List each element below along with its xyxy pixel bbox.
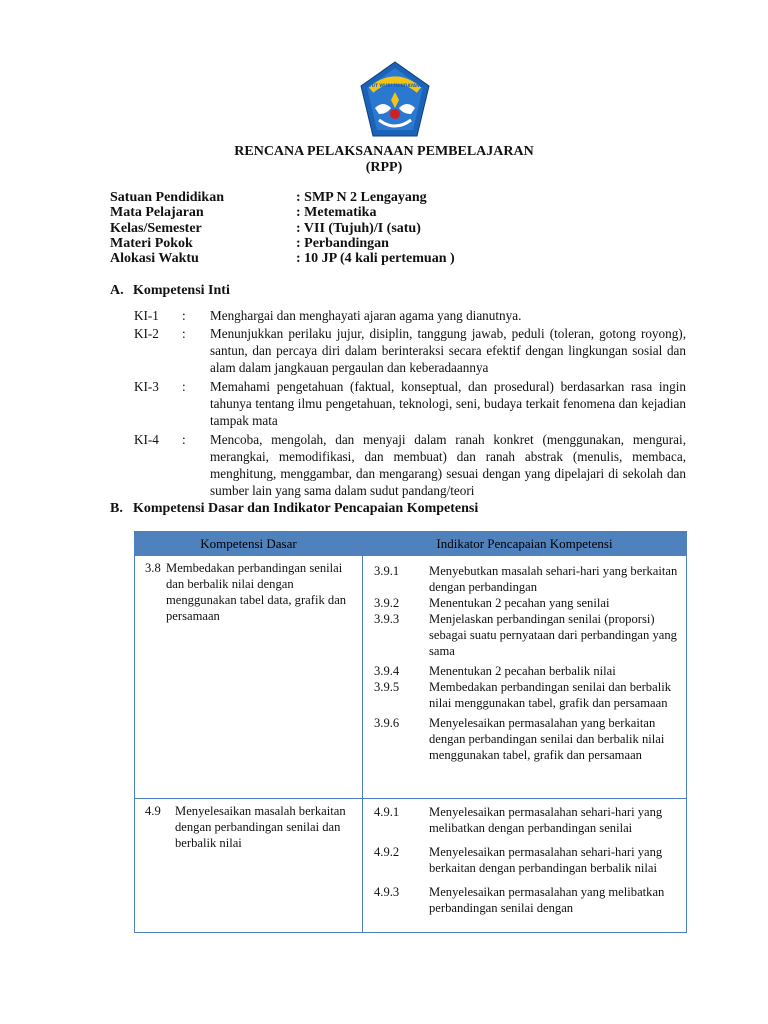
meta-key: Alokasi Waktu [110,251,199,267]
indicator-number: 3.9.4 [374,664,400,678]
kd-cell [135,556,363,799]
tut-wuri-handayani-logo [357,60,433,144]
document-subtitle: (RPP) [365,160,403,175]
ki-item [134,378,686,429]
ki-text: Menunjukkan perilaku jujur, disiplin, tanggung jawab, peduli (toleran, gotong royong), santun, dan percaya diri dalam berinteraksi secara efektif dengan lingkungan sosial dan alam dalam jangkauan pergaulan dan keberadaannya [210,326,686,375]
ki-code: KI-3 [134,379,159,394]
indicator-item [374,884,679,916]
indicator-item [374,679,679,711]
section-title: Kompetensi Dasar dan Indikator Pencapaian Kompetensi [133,501,479,516]
indicator-text: Menyelesaikan permasalahan sehari-hari yang berkaitan dengan perbandingan berbalik nilai [429,845,663,875]
kd-text-content: Membedakan perbandingan senilai dan berbalik nilai dengan menggunakan tabel data, grafik dan persamaan [166,561,347,623]
kompetensi-inti-list [134,307,686,499]
ipk-cell [363,556,687,799]
indicator-number: 3.9.5 [374,680,400,694]
ki-text: Memahami pengetahuan (faktual, konseptual, dan prosedural) berdasarkan rasa ingin tahunya tentang ilmu pengetahuan, teknologi, seni, budaya terkait fenomena dan kejadian tampak mata [210,379,686,428]
indicator-number: 3.9.2 [374,596,400,610]
ki-text: Menghargai dan menghayati ajaran agama yang dianutnya. [210,308,522,323]
kd-number: 3.8 [145,561,161,575]
indicator-number: 4.9.3 [374,885,400,899]
indicator-item [374,595,679,611]
ki-item [134,431,686,499]
ki-code: KI-1 [134,308,159,323]
section-letter: B. [110,501,123,516]
meta-value: : Perbandingan [296,235,389,251]
indicator-item [374,804,679,836]
ki-colon: : [182,308,186,323]
table-row [135,556,687,799]
meta-key: Mata Pelajaran [110,205,204,221]
indicator-item [374,611,679,659]
indicator-item [374,563,679,595]
column-header-ipk: Indikator Pencapaian Kompetensi [363,532,687,556]
section-letter: A. [110,283,124,298]
indicator-text: Menyelesaikan permasalahan yang berkaitan dengan perbandingan senilai dan berbalik nilai menggunakan tabel, grafik dan persamaan [429,716,665,762]
indicator-number: 4.9.1 [374,805,400,819]
meta-value: : 10 JP (4 kali pertemuan ) [296,251,455,267]
meta-value: : VII (Tujuh)/I (satu) [296,220,421,236]
section-title: Kompetensi Inti [133,283,230,298]
kd-text-content: Menyelesaikan masalah berkaitan dengan perbandingan senilai dan berbalik nilai [175,804,346,850]
logo-emblem-icon [357,60,433,144]
meta-value: : Metematika [296,205,377,221]
indicator-number: 3.9.1 [374,564,400,578]
logo-ribbon-text: TUT WURI HANDAYANI [368,83,422,88]
kd-cell [135,799,363,933]
ki-code: KI-2 [134,326,159,341]
indicator-text: Menentukan 2 pecahan berbalik nilai [429,664,616,678]
indicator-text: Menyelesaikan permasalahan yang melibatkan perbandingan senilai dengan [429,885,665,915]
indicator-list [364,557,685,771]
indicator-item [374,715,679,763]
indicator-text: Membedakan perbandingan senilai dan berbalik nilai menggunakan tabel, grafik dan persamaan [429,680,671,710]
ki-colon: : [182,326,186,341]
indicator-text: Menyebutkan masalah sehari-hari yang berkaitan dengan perbandingan [429,564,678,594]
meta-value: : SMP N 2 Lengayang [296,190,427,205]
document-title: RENCANA PELAKSANAAN PEMBELAJARAN [234,144,534,159]
kd-text [145,560,357,624]
indicator-number: 4.9.2 [374,845,400,859]
indicator-number: 3.9.3 [374,612,400,626]
section-b-heading [110,501,478,517]
column-header-kd: Kompetensi Dasar [135,532,363,556]
indicator-number: 3.9.6 [374,716,400,730]
indicator-item [374,844,679,876]
ki-item [134,325,686,376]
indicator-item [374,663,679,679]
ipk-cell [363,799,687,933]
ki-item [134,307,686,324]
indicator-text: Menyelesaikan permasalahan sehari-hari yang melibatkan dengan perbandingan senilai [429,805,663,835]
meta-key: Satuan Pendidikan [110,190,224,205]
ki-text: Mencoba, mengolah, dan menyaji dalam ranah konkret (menggunakan, mengurai, merangkai, memodifikasi, dan membuat) dan ranah abstrak (menulis, membaca, menghitung, menggambar, dan mengarang) sesuai dengan yang dipelajari di sekolah dan sumber lain yang sama dalam sudut pandang/teori [210,432,686,498]
meta-key: Materi Pokok [110,235,193,251]
indicator-list [364,800,685,924]
kd-number: 4.9 [145,804,161,818]
ki-code: KI-4 [134,432,159,447]
indicator-text: Menentukan 2 pecahan yang senilai [429,596,610,610]
table-row [135,799,687,933]
section-a-heading [110,283,230,299]
kd-text [145,803,357,851]
table-header-row [135,532,687,556]
meta-key: Kelas/Semester [110,220,202,236]
ki-colon: : [182,379,186,394]
kd-ipk-table [134,531,687,933]
indicator-text: Menjelaskan perbandingan senilai (proporsi) sebagai suatu pernyataan dari perbandingan yang sama [429,612,677,658]
ki-colon: : [182,432,186,447]
